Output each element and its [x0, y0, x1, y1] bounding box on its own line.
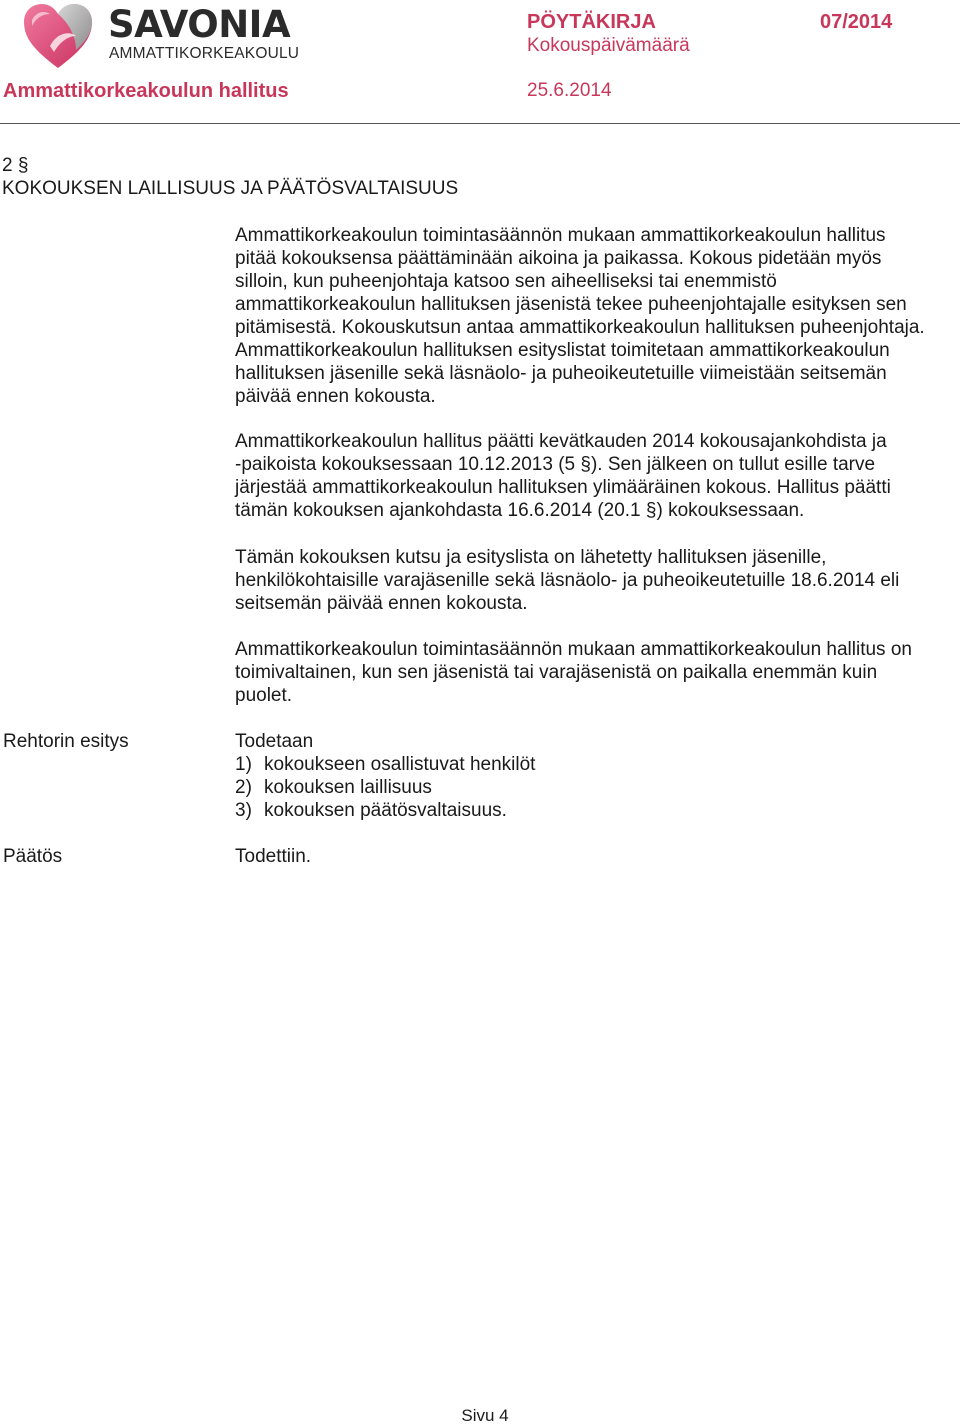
logo-wordmark: SAVONIA: [108, 3, 291, 46]
text-line: ammattikorkeakoulun hallituksen jäsenistä tekee puheenjohtajalle esityksen sen: [235, 294, 907, 315]
logo-subtitle: AMMATTIKORKEAKOULU: [109, 45, 300, 62]
text-line: Ammattikorkeakoulun hallituksen esityslistat toimitetaan ammattikorkeakoulun: [235, 340, 890, 361]
text-line: -paikoista kokouksessaan 10.12.2013 (5 §). Sen jälkeen on tullut esille tarve: [235, 454, 876, 475]
paragraph-quorum: [235, 638, 957, 707]
paragraph-invitation: [235, 546, 957, 615]
text-line: silloin, kun puheenjohtaja katsoo sen aiheelliseksi tai enemmistö: [235, 271, 777, 292]
list-item: [235, 776, 535, 799]
section-title: KOKOUKSEN LAILLISUUS JA PÄÄTÖSVALTAISUUS: [2, 178, 459, 199]
text-line: pitämisestä. Kokouskutsun antaa ammattikorkeakoulun hallituksen puheenjohtaja.: [235, 317, 925, 338]
text-line: hallituksen jäsenille sekä läsnäolo- ja puheoikeutetuille viimeistään seitsemän: [235, 363, 887, 384]
text-line: Tämän kokouksen kutsu ja esityslista on lähetetty hallituksen jäsenille,: [235, 547, 827, 568]
list-item: [235, 753, 535, 776]
list-item-number: 3): [235, 800, 252, 821]
proposal-intro: Todetaan: [235, 731, 314, 752]
decision-label: Päätös: [3, 846, 63, 867]
proposal-label: Rehtorin esitys: [3, 731, 129, 752]
document-type: PÖYTÄKIRJA: [527, 11, 656, 33]
header-divider: [0, 123, 960, 124]
text-line: tämän kokouksen ajankohdasta 16.6.2014 (20.1 §) kokouksessaan.: [235, 500, 805, 521]
text-line: seitsemän päivää ennen kokousta.: [235, 593, 528, 614]
list-item-text: kokouksen laillisuus: [264, 777, 432, 798]
list-item-text: kokoukseen osallistuvat henkilöt: [264, 754, 536, 775]
meeting-date-label: Kokouspäivämäärä: [527, 35, 690, 56]
list-item-text: kokouksen päätösvaltaisuus.: [264, 800, 507, 821]
paragraph-schedule: [235, 430, 957, 522]
text-line: Ammattikorkeakoulun toimintasäännön mukaan ammattikorkeakoulun hallitus: [235, 225, 886, 246]
organization-name: Ammattikorkeakoulun hallitus: [3, 80, 289, 102]
list-item: [235, 799, 535, 822]
meeting-date: 25.6.2014: [527, 80, 612, 101]
paragraph-rules: [235, 224, 957, 408]
text-line: henkilökohtaisille varajäsenille sekä läsnäolo- ja puheoikeutetuille 18.6.2014 eli: [235, 570, 900, 591]
document-number: 07/2014: [820, 11, 893, 33]
list-item-number: 2): [235, 777, 252, 798]
decision-text: Todettiin.: [235, 846, 312, 867]
text-line: Ammattikorkeakoulun hallitus päätti kevätkauden 2014 kokousajankohdista ja: [235, 431, 887, 452]
savonia-heart-logo-icon: [22, 2, 94, 70]
list-item-number: 1): [235, 754, 252, 775]
text-line: toimivaltainen, kun sen jäsenistä tai varajäsenistä on paikalla enemmän kuin: [235, 662, 878, 683]
page-number: Sivu 4: [461, 1406, 509, 1425]
text-line: puolet.: [235, 685, 293, 706]
text-line: päivää ennen kokousta.: [235, 386, 436, 407]
section-number: 2 §: [2, 155, 29, 176]
text-line: pitää kokouksensa päättäminään aikoina ja paikassa. Kokous pidetään myös: [235, 248, 882, 269]
text-line: Ammattikorkeakoulun toimintasäännön mukaan ammattikorkeakoulun hallitus on: [235, 639, 912, 660]
text-line: järjestää ammattikorkeakoulun hallituksen ylimääräinen kokous. Hallitus päätti: [235, 477, 891, 498]
proposal-content: [235, 730, 535, 822]
